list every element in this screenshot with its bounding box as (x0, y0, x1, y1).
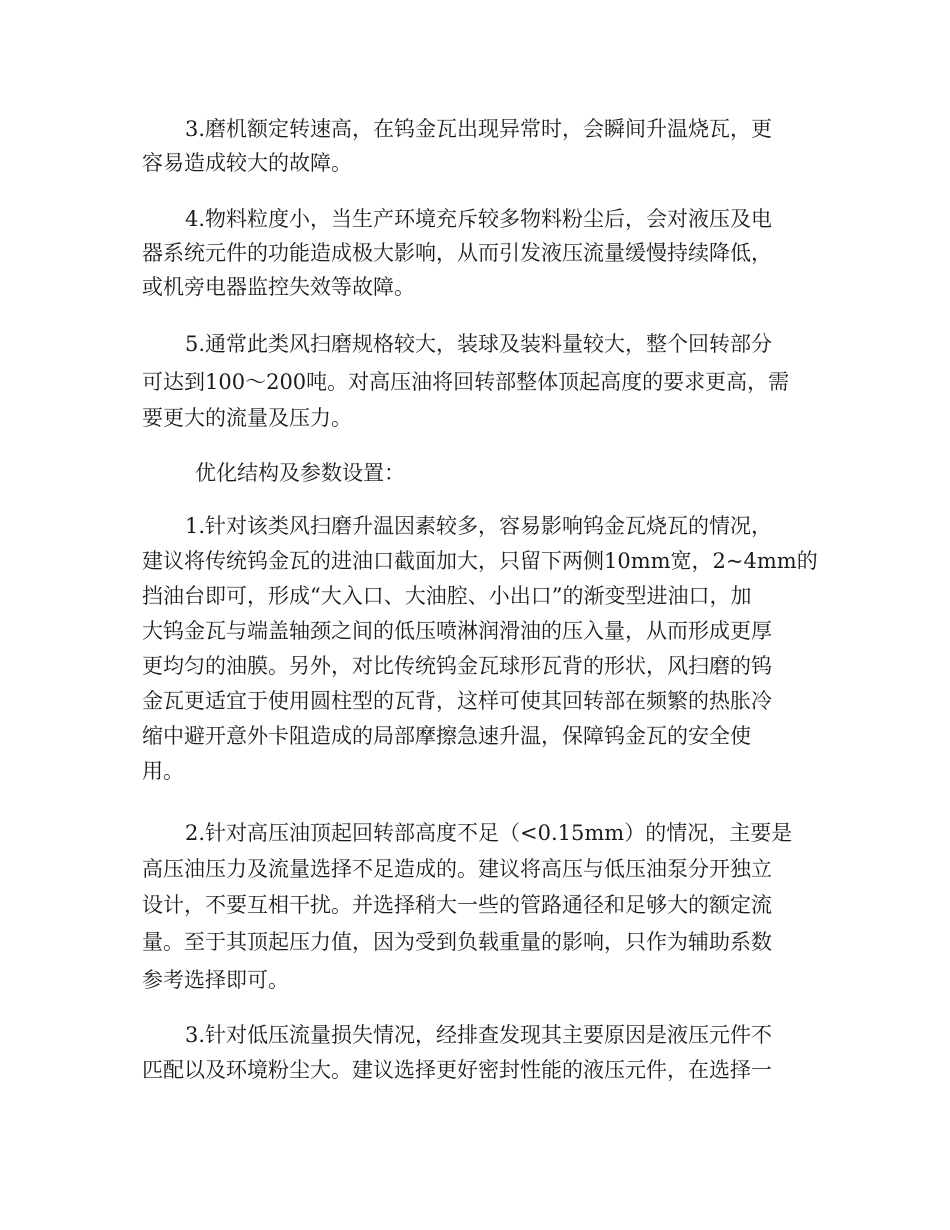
paragraph-line: 匹配以及环境粉尘大。建议选择更好密封性能的液压元件，在选择一 (142, 1058, 772, 1082)
paragraph-line: 5.通常此类风扫磨规格较大，装球及装料量较大，整个回转部分 (185, 332, 773, 356)
paragraph-line: 1.针对该类风扫磨升温因素较多，容易影响钨金瓦烧瓦的情况， (185, 514, 773, 538)
paragraph-line: 器系统元件的功能造成极大影响，从而引发液压流量缓慢持续降低， (142, 241, 772, 265)
paragraph-line: 参考选择即可。 (142, 968, 289, 992)
paragraph-line: 金瓦更适宜于使用圆柱型的瓦背，这样可使其回转部在频繁的热胀冷 (142, 689, 772, 713)
paragraph-line: 设计，不要互相干扰。并选择稍大一些的管路通径和足够大的额定流 (142, 893, 772, 917)
paragraph-line: 建议将传统钨金瓦的进油口截面加大，只留下两侧10mm宽，2~4mm的 (142, 549, 818, 573)
paragraph-line: 2.针对高压油顶起回转部高度不足（<0.15mm）的情况，主要是 (185, 821, 793, 845)
paragraph-line: 高压油压力及流量选择不足造成的。建议将高压与低压油泵分开独立 (142, 857, 772, 881)
paragraph-line: 用。 (142, 759, 184, 783)
paragraph-line: 可达到100～200吨。对高压油将回转部整体顶起高度的要求更高，需 (142, 370, 790, 394)
paragraph-line: 挡油台即可，形成“大入口、大油腔、小出口”的渐变型进油口，加 (142, 584, 752, 608)
paragraph-line: 要更大的流量及压力。 (142, 406, 352, 430)
paragraph-line: 缩中避开意外卡阻造成的局部摩擦急速升温，保障钨金瓦的安全使 (142, 724, 751, 748)
paragraph-line: 3.磨机额定转速高，在钨金瓦出现异常时，会瞬间升温烧瓦，更 (185, 117, 773, 141)
paragraph-line: 4.物料粒度小，当生产环境充斥较多物料粉尘后，会对液压及电 (185, 207, 773, 231)
paragraph-line: 更均匀的油膜。另外，对比传统钨金瓦球形瓦背的形状，风扫磨的钨 (142, 654, 772, 678)
paragraph-line: 容易造成较大的故障。 (142, 151, 352, 175)
paragraph-line: 大钨金瓦与端盖轴颈之间的低压喷淋润滑油的压入量，从而形成更厚 (142, 619, 772, 643)
paragraph-line: 3.针对低压流量损失情况，经排查发现其主要原因是液压元件不 (185, 1023, 773, 1047)
paragraph-line: 或机旁电器监控失效等故障。 (142, 275, 415, 299)
paragraph-line: 量。至于其顶起压力值，因为受到负载重量的影响，只作为辅助系数 (142, 930, 772, 954)
section-heading: 优化结构及参数设置： (195, 461, 405, 485)
